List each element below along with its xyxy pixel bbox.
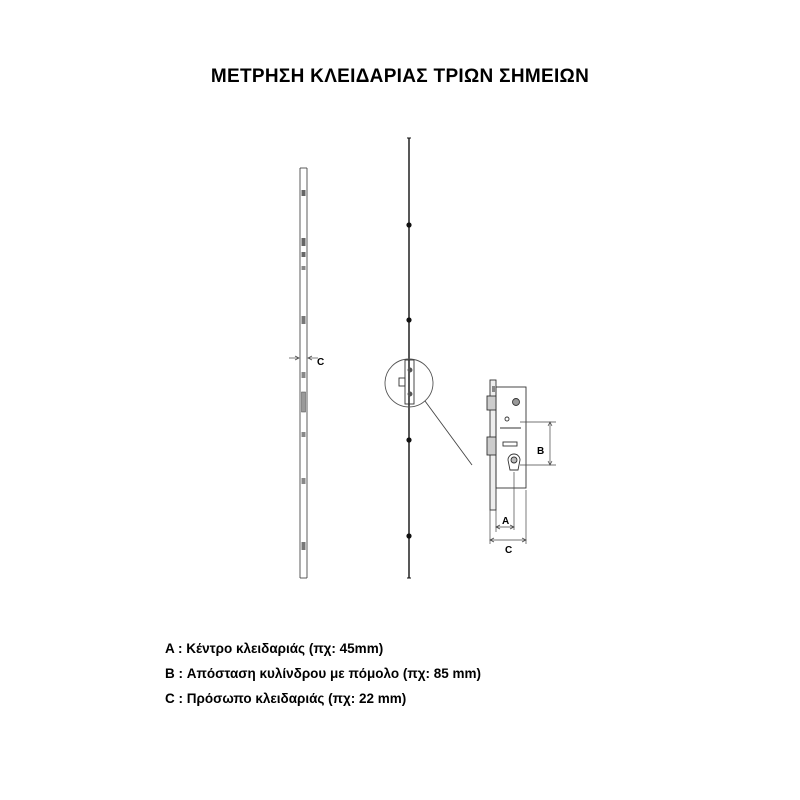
detail-magnifier: [385, 359, 472, 465]
legend-item-c: C : Πρόσωπο κλειδαριάς (πχ: 22 mm): [165, 691, 407, 706]
lock-rod-front-view: [406, 138, 411, 578]
page-title: ΜΕΤΡΗΣΗ ΚΛΕΙΔΑΡΙΑΣ ΤΡΙΩΝ ΣΗΜΕΙΩΝ: [210, 66, 590, 87]
faceplate-side-view: [300, 168, 307, 578]
lock-body-detail: [487, 380, 526, 510]
legend-item-b: B : Απόσταση κυλίνδρου με πόμολο (πχ: 85 mm): [165, 666, 482, 681]
a-dimension-label: A: [502, 516, 510, 527]
legend: [165, 636, 481, 711]
b-dimension-label: B: [537, 446, 545, 457]
c-dimension-label: C: [505, 545, 513, 556]
c-dimension-side: [289, 356, 318, 360]
legend-item-a: A : Κέντρο κλειδαριάς (πχ: 45mm): [165, 641, 384, 656]
c-side-label: C: [317, 357, 325, 368]
b-dimension: [520, 422, 556, 465]
